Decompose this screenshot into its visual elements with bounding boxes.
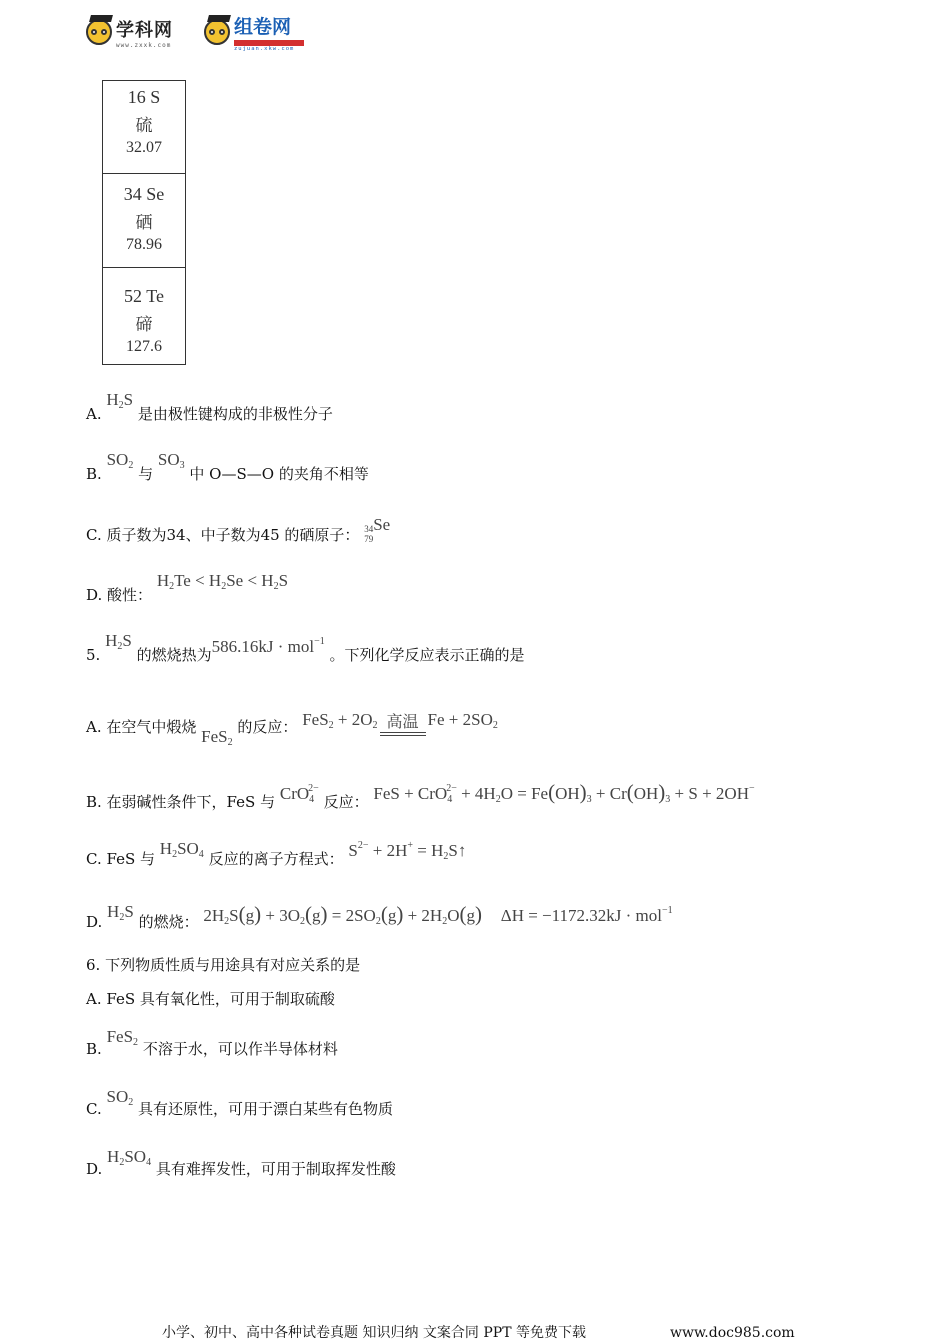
reaction-arrow: 高温 [380,714,426,736]
element-cell-s [103,87,185,173]
element-mass: 127.6 [126,338,162,355]
element-name: 硫 [135,116,153,136]
enthalpy: ΔH = −1172.32kJ · mol$^{-1}$ [500,905,673,925]
footer-text: 小学、初中、高中各种试卷真题 知识归纳 文案合同 PPT 等免费下载 [162,1325,586,1341]
q5-option-c: C. FeS 与 $H_2SO_4$ 反应的离子方程式： $S^{2-} + 2H^+$ = $H_2S↑$ [86,839,467,868]
q4-option-a: A. $H_2S$ 是由极性键构成的非极性分子 [86,390,333,423]
q6-option-a: A. FeS 具有氧化性，可用于制取硫酸 [86,990,335,1008]
q4-option-b: B. $SO_2$ 与 $SO_3$ 中 O—S—O 的夹角不相等 [86,450,369,483]
q4-option-c: C. 质子数为34、中子数为45 的硒原子： 34 79 Se [86,515,391,544]
q5-stem: 5. $H_2S$ 的燃烧热为586.16kJ · mol$^{-1}$ 。下列化学反应表示正确的是 [86,631,525,664]
formula: $SO_2$ [106,1087,134,1108]
logo-zxxk [86,14,173,50]
element-number-symbol: 34 Se [123,184,165,204]
formula: $H_2S$ [105,631,132,652]
formula: FeS$_2$ [201,727,233,748]
logo1-text: 学科网 [116,19,173,41]
element-mass: 32.07 [126,139,162,156]
element-number-symbol: 52 Te [124,286,164,306]
element-name: 硒 [135,213,153,233]
logo1-url: www.zxxk.com [116,41,172,49]
q5-option-b: B. 在弱碱性条件下，FeS 与 CrO$_4^{2-}$ 反应： FeS + $CrO_4^{2-} + 4H_2O = Fe(OH)_3 + Cr(OH)_3 + S + 2OH^-$ [86,780,755,811]
logo-zujuan [204,14,304,50]
element-name: 碲 [135,315,153,335]
formula: $H_2SO_4$ [159,839,204,860]
formula: CrO$_4^{2-}$ [279,783,319,805]
q5-option-d: D. $H_2S$ 的燃烧： $2H_2S(g) + 3O_2(g) = 2SO_2(g) + 2H_2O(g) \Delta H = -1172.32kJ \cdot mol^{-1}$ [86,902,673,931]
formula: 586.16kJ · mol$^{-1}$ [211,636,325,656]
mascot-icon [86,19,112,45]
equation: $FeS_2 + 2O_2$ 高温 $Fe + 2SO_2$ [302,710,498,729]
footer-url[interactable]: www.doc985.com [670,1325,795,1341]
formula: $H_2Te < H_2Se < H_2S$ [156,571,289,592]
mascot-icon [204,19,230,45]
equation: $S^{2-} + 2H^+$ = $H_2S↑$ [348,840,467,862]
q6-option-c: C. $SO_2$ 具有还原性，可用于漂白某些有色物质 [86,1087,394,1118]
formula: $H_2S$ [107,902,134,923]
element-number-symbol: 16 S [127,87,161,107]
q4-option-d: D. 酸性： $H_2Te < H_2Se < H_2S$ [86,571,289,604]
element-cell-se [103,173,185,267]
formula-isotope: 34 79 Se [364,515,391,544]
formula: $SO_3$ [157,450,185,471]
formula: FeS$_2$ [106,1027,139,1048]
element-mass: 78.96 [126,236,162,253]
q6-option-b: B. FeS$_2$ 不溶于水，可以作半导体材料 [86,1027,338,1058]
formula: $H_2SO_4$ [107,1147,152,1168]
equation: $2H_2S(g) + 3O_2(g) = 2SO_2(g) + 2H_2O(g)$ [203,902,482,927]
q6-option-d: D. $H_2SO_4$ 具有难挥发性，可用于制取挥发性酸 [86,1147,396,1178]
formula: $SO_2$ [106,450,134,471]
formula: $H_2S$ [106,390,134,411]
element-cell-te [103,267,185,364]
equation: FeS + $CrO_4^{2-} + 4H_2O = Fe(OH)_3 + Cr(OH)_3 + S + 2OH^-$ [373,780,755,805]
periodic-table-column [102,80,186,365]
logo2-url: zujuan.xkw.com [234,46,295,52]
q5-option-a: A. 在空气中煅烧 FeS$_2$ 的反应： $FeS_2 + 2O_2$ 高温 $Fe + 2SO_2$ [86,710,498,748]
q6-stem: 6. 下列物质性质与用途具有对应关系的是 [86,956,361,974]
logo2-text: 组卷网 [234,16,292,38]
